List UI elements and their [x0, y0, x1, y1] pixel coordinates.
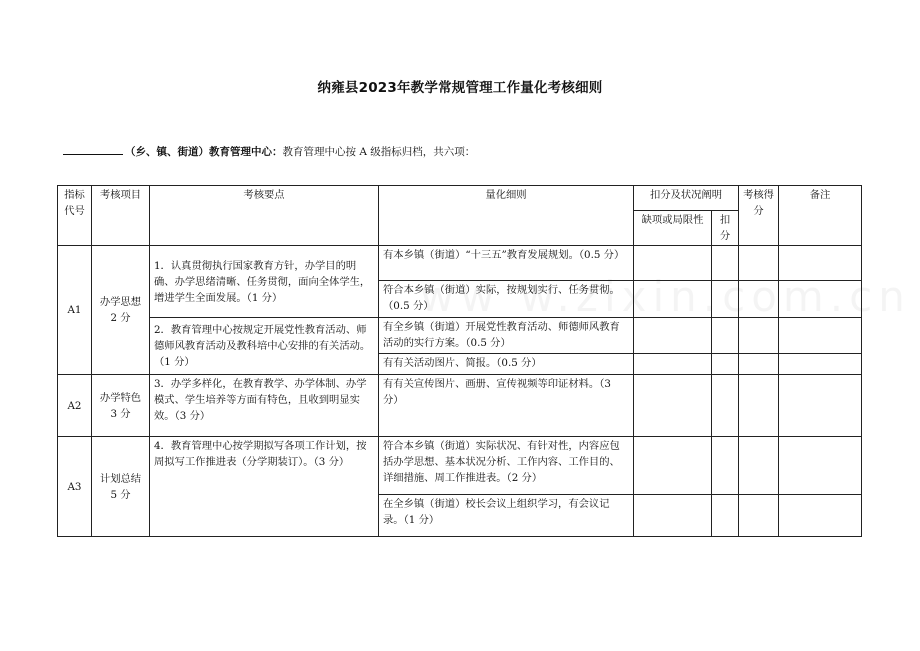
table-row — [58, 437, 862, 495]
header-row — [58, 186, 862, 211]
a1-key-point-1: 1．认真贯彻执行国家教育方针，办学目的明确、办学思绪清晰、任务贯彻，面向全体学生，增进学生全面发展。（1 分） — [150, 246, 379, 318]
a1-code: A1 — [58, 246, 92, 375]
header-deduct: 扣分 — [712, 211, 739, 246]
header-score: 考核得分 — [739, 186, 779, 246]
header-deduct-group: 扣分及状况阐明 — [634, 186, 739, 211]
a1-detail-1: 有本乡镇（街道）“十三五”教育发展规划。（0.5 分） — [379, 246, 634, 281]
a1-missing-2[interactable] — [634, 281, 712, 318]
a1-missing-1[interactable] — [634, 246, 712, 281]
a1-detail-2: 符合本乡镇（街道）实际，按规划实行、任务贯彻。（0.5 分） — [379, 281, 634, 318]
a3-deduct-1[interactable] — [712, 437, 739, 495]
a3-item — [92, 437, 150, 537]
a3-key-point: 4．教育管理中心按学期拟写各项工作计划，按周拟写工作推进表（分学期装订）。（3 分） — [150, 437, 379, 537]
subtitle-text: 教育管理中心按 A 级指标归档，共六项： — [282, 146, 476, 158]
a2-remark[interactable] — [779, 375, 862, 437]
a2-detail: 有有关宣传图片、画册、宣传视频等印证材料。（3 分） — [379, 375, 634, 437]
a3-detail-1: 符合本乡镇（街道）实际状况、有针对性，内容应包括办学思想、基本状况分析、工作内容、工作目的、详细措施、周工作推进表。（2 分） — [379, 437, 634, 495]
a1-remark-1[interactable] — [779, 246, 862, 281]
a1-remark-4[interactable] — [779, 354, 862, 375]
a2-item-name: 办学特色 — [99, 391, 142, 404]
a1-detail-3: 有全乡镇（街道）开展党性教育活动、师德师风教育活动的实行方案。（0.5 分） — [379, 318, 634, 354]
a1-remark-2[interactable] — [779, 281, 862, 318]
document-subtitle — [63, 144, 475, 159]
header-missing: 缺项或局限性 — [634, 211, 712, 246]
a2-item-points: 3 分 — [110, 407, 131, 420]
document-title: 纳雍县2023年教学常规管理工作量化考核细则 — [317, 80, 603, 96]
a1-score-1[interactable] — [739, 246, 779, 281]
a1-missing-4[interactable] — [634, 354, 712, 375]
header-detail: 量化细则 — [379, 186, 634, 246]
a1-key-point-2: 2．教育管理中心按规定开展党性教育活动、师德师风教育活动及教科培中心安排的有关活动。（1 分） — [150, 318, 379, 375]
header-key-points: 考核要点 — [150, 186, 379, 246]
a2-code: A2 — [58, 375, 92, 437]
a3-remark-1[interactable] — [779, 437, 862, 495]
a1-remark-3[interactable] — [779, 318, 862, 354]
a1-deduct-2[interactable] — [712, 281, 739, 318]
a1-missing-3[interactable] — [634, 318, 712, 354]
a1-score-4[interactable] — [739, 354, 779, 375]
a3-code: A3 — [58, 437, 92, 537]
a3-missing-2[interactable] — [634, 495, 712, 537]
header-code: 指标代号 — [58, 186, 92, 246]
a1-deduct-1[interactable] — [712, 246, 739, 281]
a3-item-points: 5 分 — [110, 488, 131, 501]
a3-missing-1[interactable] — [634, 437, 712, 495]
header-item: 考核项目 — [92, 186, 150, 246]
a2-key-point: 3．办学多样化，在教育教学、办学体制、办学模式、学生培养等方面有特色，且收到明显实效。（3 分） — [150, 375, 379, 437]
table-row — [58, 318, 862, 354]
a3-score-2[interactable] — [739, 495, 779, 537]
a1-deduct-3[interactable] — [712, 318, 739, 354]
subtitle-bold: （乡、镇、街道）教育管理中心： — [125, 146, 283, 158]
a2-score[interactable] — [739, 375, 779, 437]
a1-score-3[interactable] — [739, 318, 779, 354]
table-row — [58, 375, 862, 437]
a1-deduct-4[interactable] — [712, 354, 739, 375]
a1-detail-4: 有有关活动图片、简报。（0.5 分） — [379, 354, 634, 375]
a3-score-1[interactable] — [739, 437, 779, 495]
a3-deduct-2[interactable] — [712, 495, 739, 537]
a1-score-2[interactable] — [739, 281, 779, 318]
a2-item — [92, 375, 150, 437]
a1-item — [92, 246, 150, 375]
a3-remark-2[interactable] — [779, 495, 862, 537]
a1-item-name: 办学思想 — [99, 296, 142, 308]
fill-in-blank — [63, 144, 123, 155]
a1-item-points: 2 分 — [110, 312, 131, 324]
a3-item-name: 计划总结 — [99, 472, 142, 485]
a3-detail-2: 在全乡镇（街道）校长会议上组织学习，有会议记录。（1 分） — [379, 495, 634, 537]
header-remark: 备注 — [779, 186, 862, 246]
assessment-table — [57, 185, 862, 537]
a2-missing[interactable] — [634, 375, 712, 437]
table-row — [58, 246, 862, 281]
a2-deduct[interactable] — [712, 375, 739, 437]
